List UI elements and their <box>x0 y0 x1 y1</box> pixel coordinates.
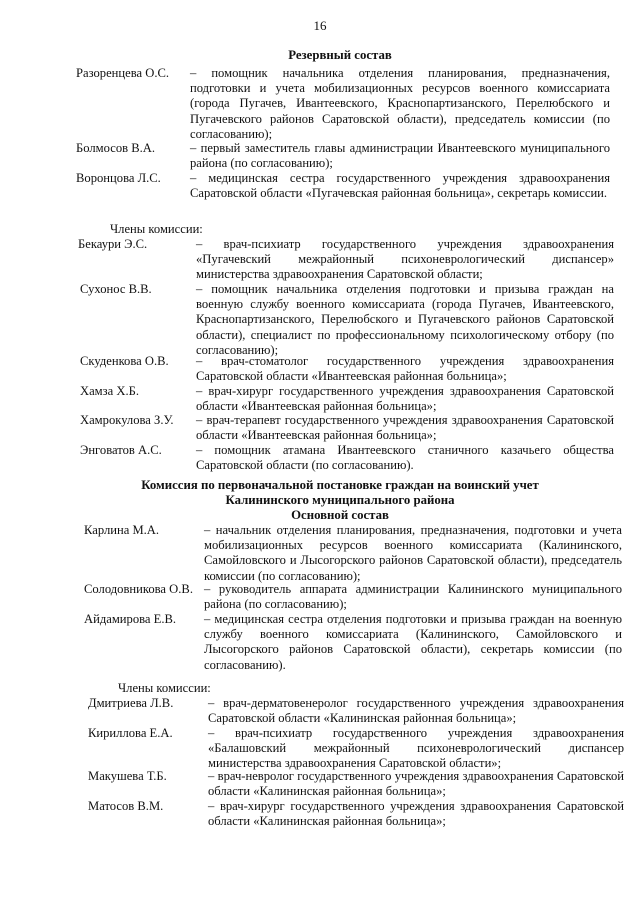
person-name: Кириллова Е.А. <box>88 726 173 740</box>
person-role: – медицинская сестра государственного учреждения здравоохранения Саратовской области «Пугачевская районная больница», секретарь комиссии. <box>190 171 610 201</box>
person-name: Энговатов А.С. <box>80 443 162 457</box>
person-role: – первый заместитель главы администрации Ивантеевского муниципального района (по согласованию); <box>190 141 610 171</box>
person-role: – врач-дерматовенеролог государственного учреждения здравоохранения Саратовской области «Калининская районная больница»; <box>208 696 624 726</box>
members-label: Члены комиссии: <box>118 681 211 695</box>
person-role: – начальник отделения планирования, предназначения, подготовки и учета мобилизационных ресурсов военного комиссариата (Калининского, Самойловского и Лысогорского районов Саратовской области), председатель комиссии (по согласованию); <box>204 523 622 584</box>
person-name: Скуденкова О.В. <box>80 354 169 368</box>
section-heading-line1: Комиссия по первоначальной постановке граждан на воинский учет <box>141 478 539 492</box>
person-role: – врач-стоматолог государственного учреждения здравоохранения Саратовской области «Ивантеевская районная больница»; <box>196 354 614 384</box>
person-role: – врач-хирург государственного учреждения здравоохранения Саратовской области «Калининская районная больница»; <box>208 799 624 829</box>
person-name: Воронцова Л.С. <box>76 171 161 185</box>
person-name: Болмосов В.А. <box>76 141 156 155</box>
section-heading-line2: Калининского муниципального района <box>225 493 455 507</box>
section-heading-reserve: Резервный состав <box>288 48 392 62</box>
person-name: Матосов В.М. <box>88 799 164 813</box>
person-name: Макушева Т.Б. <box>88 769 167 783</box>
person-name: Дмитриева Л.В. <box>88 696 174 710</box>
members-label: Члены комиссии: <box>110 222 203 236</box>
person-role: – врач-терапевт государственного учреждения здравоохранения Саратовской области «Ивантеевская районная больница»; <box>196 413 614 443</box>
person-role: – руководитель аппарата администрации Калининского муниципального района (по согласованию); <box>204 582 622 612</box>
person-role: – врач-психиатр государственного учреждения здравоохранения «Пугачевский межрайонный психоневрологический диспансер» министерства здравоохранения Саратовской области; <box>196 237 614 283</box>
person-name: Хамрокулова З.У. <box>80 413 174 427</box>
person-name: Хамза Х.Б. <box>80 384 139 398</box>
person-role: – помощник начальника отделения планирования, предназначения, подготовки и учета мобилизационных ресурсов военного комиссариата (города Пугачев, Ивантеевского, Краснопартизанского, Перелюбского и Пугачевского районов Саратовской области), председатель комиссии (по согласованию); <box>190 66 610 142</box>
person-role: – медицинская сестра отделения подготовки и призыва граждан на военную службу военного комиссариата (Калининского, Самойловского и Лысогорского районов Саратовской области), секретарь комиссии (по согласованию). <box>204 612 622 673</box>
person-name: Бекаури Э.С. <box>78 237 148 251</box>
page-number: 16 <box>313 18 327 33</box>
person-role: – врач-хирург государственного учреждения здравоохранения Саратовской области «Ивантеевская районная больница»; <box>196 384 614 414</box>
person-role: – помощник начальника отделения подготовки и призыва граждан на военную службу военного комиссариата (города Пугачев, Ивантеевского, Краснопартизанского, Перелюбского и Пугачевского районов Саратовской области), специалист по профессиональному психологическому отбору (по согласованию); <box>196 282 614 358</box>
person-name: Солодовникова О.В. <box>84 582 193 596</box>
person-name: Разоренцева О.С. <box>76 66 170 80</box>
person-name: Айдамирова Е.В. <box>84 612 177 626</box>
section-subheading: Основной состав <box>291 508 389 522</box>
person-role: – врач-психиатр государственного учреждения здравоохранения «Балашовский межрайонный психоневрологический диспансер министерства здравоохранения Саратовской области»; <box>208 726 624 772</box>
person-name: Карлина М.А. <box>84 523 160 537</box>
person-name: Сухонос В.В. <box>80 282 152 296</box>
person-role: – помощник атамана Ивантеевского станичного казачьего общества Саратовской области (по согласованию). <box>196 443 614 473</box>
person-role: – врач-невролог государственного учреждения здравоохранения Саратовской области «Калининская районная больница»; <box>208 769 624 799</box>
